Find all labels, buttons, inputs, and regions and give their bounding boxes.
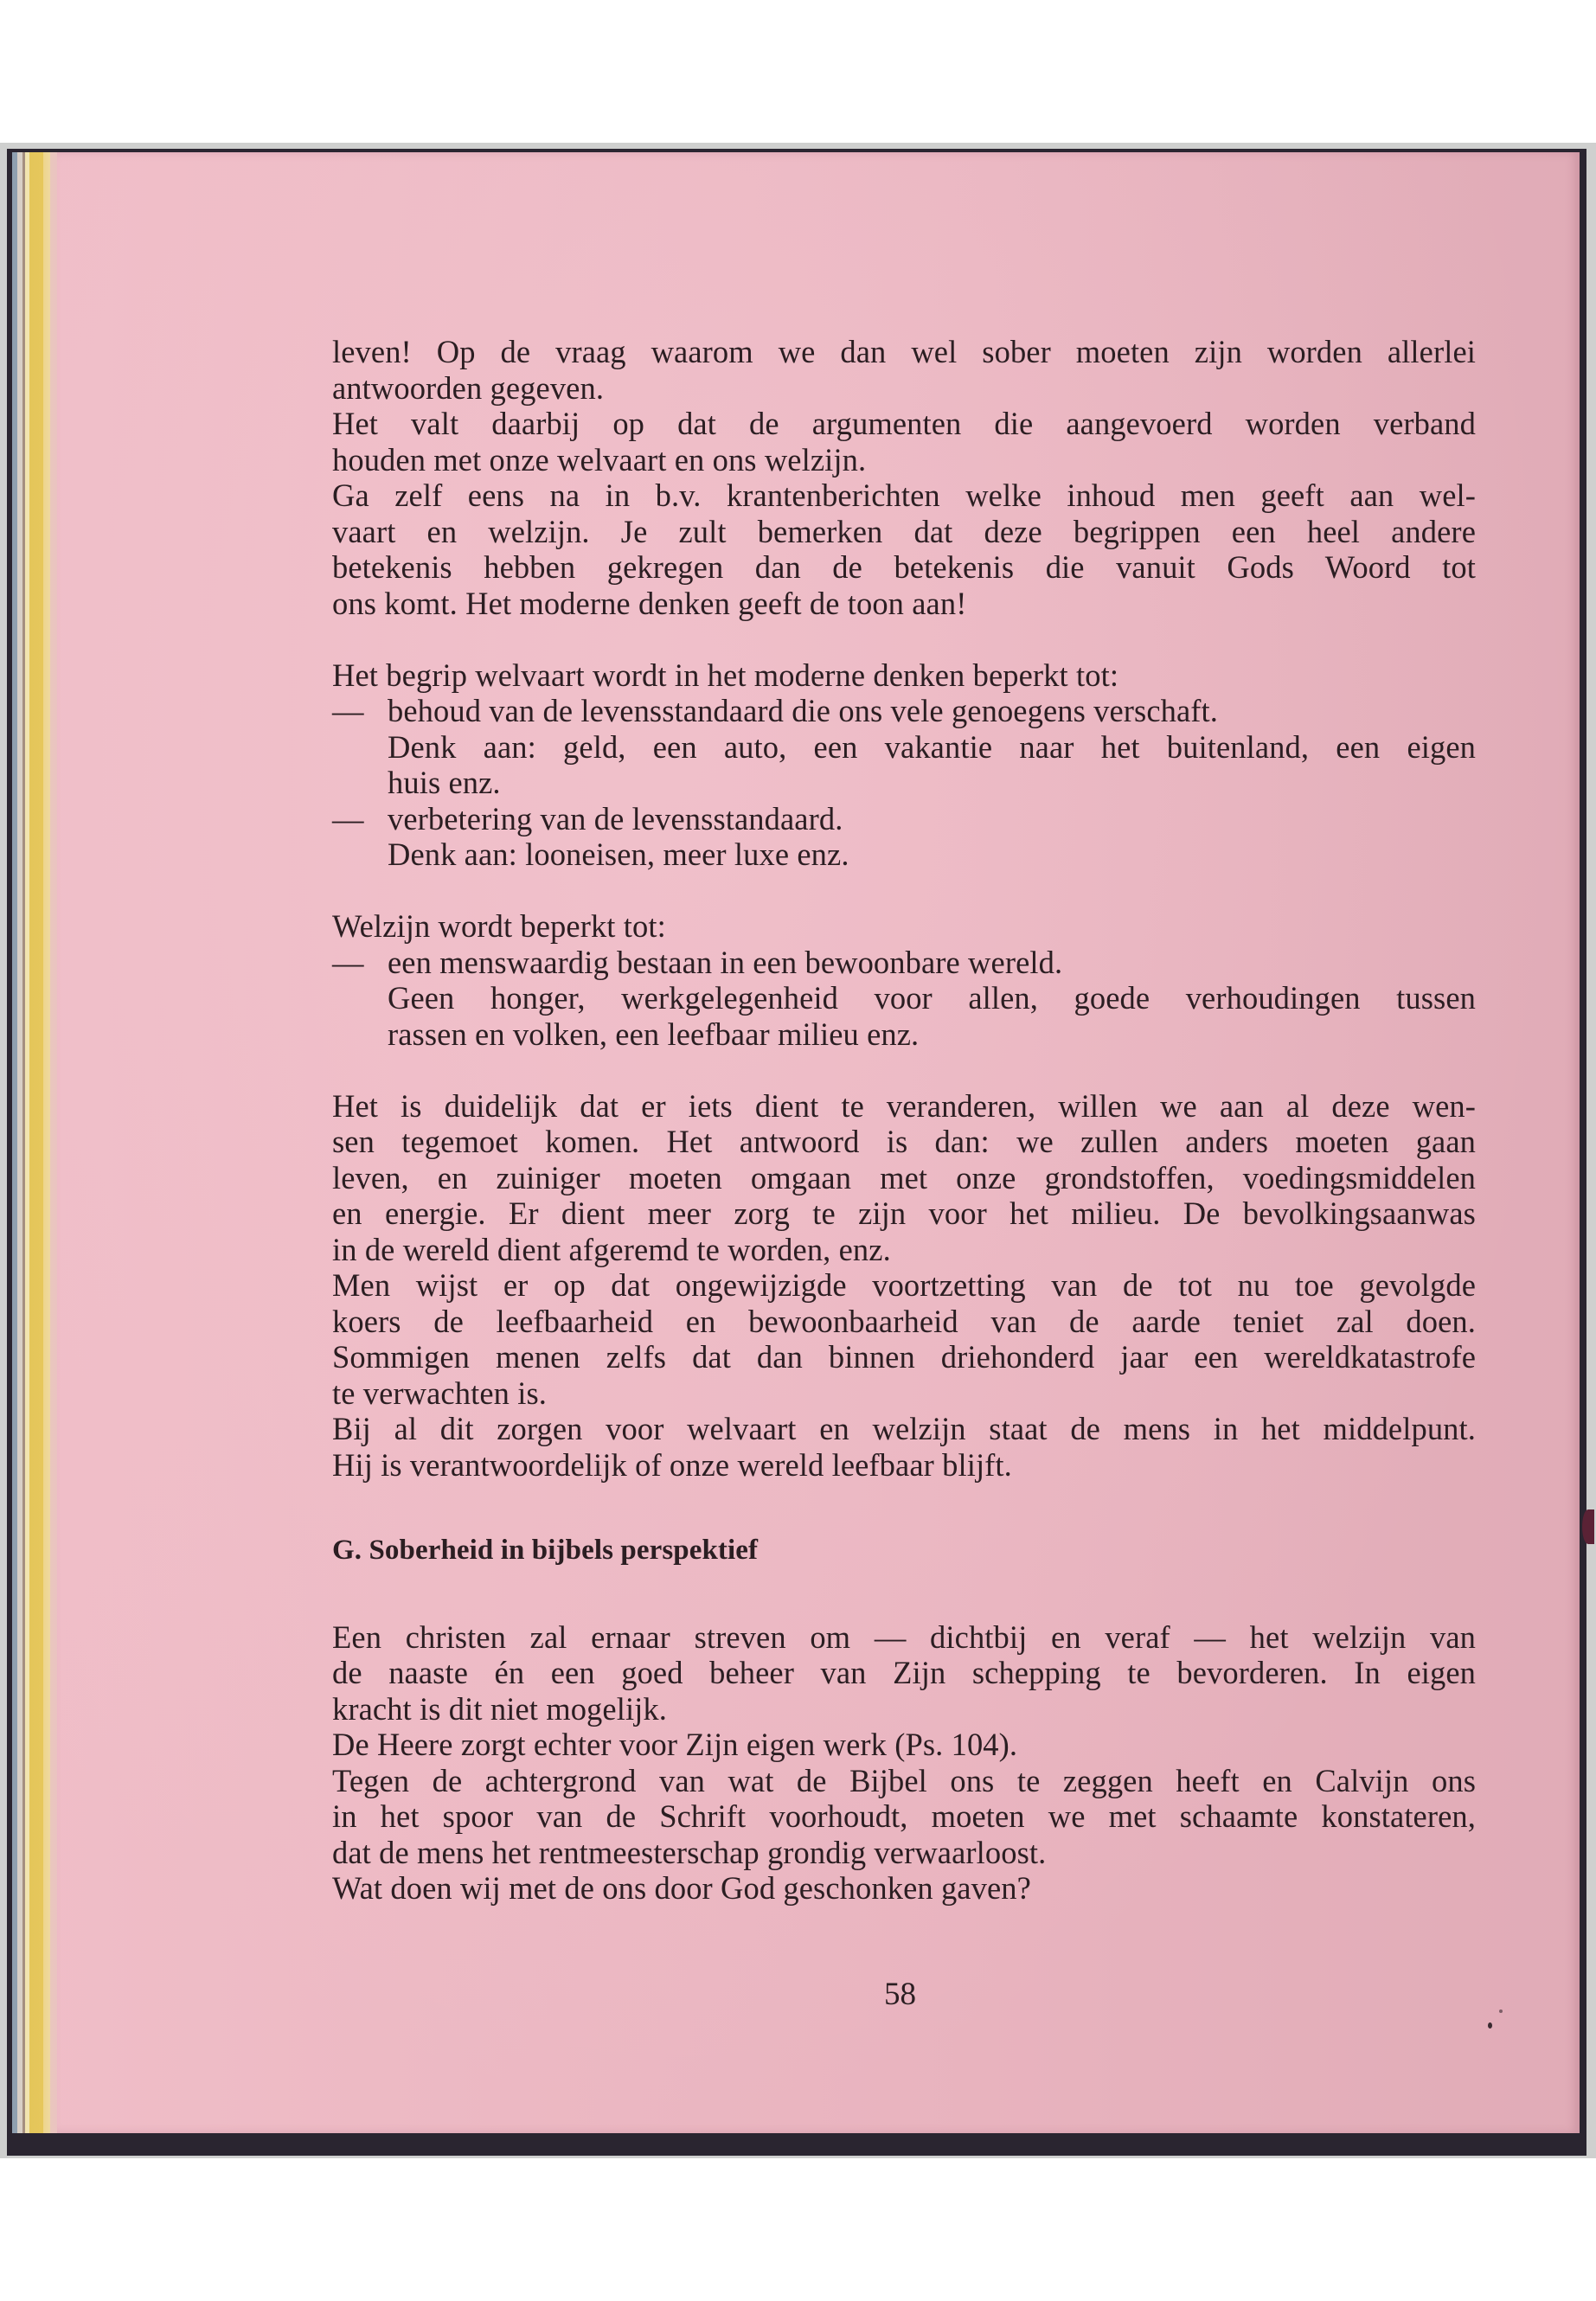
paragraph [332, 1763, 1476, 1871]
text-line: koers de leefbaarheid en bewoonbaarheid van de aarde teniet zal doen. [332, 1303, 1476, 1339]
text-line: betekenis hebben gekregen dan de betekenis die vanuit Gods Woord tot [332, 549, 1476, 585]
text-line: Bij al dit zorgen voor welvaart en welzijn staat de mens in het middelpunt. [332, 1411, 1476, 1446]
paragraph [332, 1619, 1476, 1727]
paragraph [332, 1411, 1476, 1483]
text-line: Men wijst er op dat ongewijzigde voortzetting van de tot nu toe gevolgde [332, 1267, 1476, 1303]
intro-section [332, 334, 1476, 621]
text-line: antwoorden gegeven. [332, 369, 605, 406]
page-block-edges [12, 152, 64, 2133]
spacer [332, 621, 1476, 657]
paragraph [332, 334, 1476, 406]
paragraph [332, 1088, 1476, 1268]
page-number: 58 [884, 1977, 916, 2012]
text-line: behoud van de levensstandaard die ons vele genoegens verschaft. [388, 693, 1219, 728]
paper-speck [1499, 2009, 1503, 2013]
text-line: Het valt daarbij op dat de argumenten die aangevoerd worden verband [332, 406, 1476, 441]
dash-bullet: — [332, 944, 364, 980]
text-line: Wat doen wij met de ons door God geschonken gaven? [332, 1870, 1031, 1906]
text-line: Het begrip welvaart wordt in het moderne denken beperkt tot: [332, 657, 1119, 693]
list-intro [332, 908, 1476, 945]
text-line: rassen en volken, een leefbaar milieu enz. [388, 1016, 920, 1052]
bible-perspective-section [332, 1619, 1476, 1907]
page-text [332, 334, 1476, 1907]
spacer [332, 1569, 1476, 1619]
spacer [332, 1483, 1476, 1533]
list-item [332, 693, 1476, 801]
text-line: Tegen de achtergrond van wat de Bijbel ons te zeggen heeft en Calvijn ons [332, 1762, 1476, 1798]
text-line: dat de mens het rentmeesterschap grondig verwaarloost. [332, 1834, 1047, 1870]
paragraph [332, 1267, 1476, 1411]
text-line: de naaste én een goed beheer van Zijn schepping te bevorderen. In eigen [332, 1655, 1476, 1690]
text-line: leven! Op de vraag waarom we dan wel sober moeten zijn worden allerlei [332, 334, 1476, 369]
text-line: Het is duidelijk dat er iets dient te veranderen, willen we aan al deze wen- [332, 1087, 1476, 1124]
paragraph [332, 1870, 1476, 1907]
dash-bullet: — [332, 693, 364, 728]
paragraph [332, 406, 1476, 478]
paper-speck [1488, 2022, 1492, 2029]
list-item [332, 801, 1476, 873]
text-line: sen tegemoet komen. Het antwoord is dan: we zullen anders moeten gaan [332, 1124, 1476, 1159]
text-line: Een christen zal ernaar streven om — dichtbij en veraf — het welzijn van [332, 1618, 1476, 1655]
text-line: ons komt. Het moderne denken geeft de toon aan! [332, 585, 967, 621]
welvaart-section [332, 657, 1476, 873]
text-line: in het spoor van de Schrift voorhoudt, moeten we met schaamte konstateren, [332, 1798, 1476, 1834]
text-line: Ga zelf eens na in b.v. krantenberichten welke inhoud men geeft aan wel- [332, 478, 1476, 513]
text-line: houden met onze welvaart en ons welzijn. [332, 441, 867, 478]
spacer [332, 873, 1476, 909]
text-line: Sommigen menen zelfs dat dan binnen driehonderd jaar een wereldkatastrofe [332, 1339, 1476, 1375]
text-line: kracht is dit niet mogelijk. [332, 1690, 667, 1727]
text-line: Denk aan: geld, een auto, een vakantie naar het buitenland, een eigen [388, 728, 1476, 765]
dash-bullet: — [332, 800, 364, 836]
text-line: Denk aan: looneisen, meer luxe enz. [388, 836, 849, 872]
text-line: in de wereld dient afgeremd te worden, enz. [332, 1231, 891, 1267]
text-line: leven, en zuiniger moeten omgaan met onze grondstoffen, voedingsmiddelen [332, 1159, 1476, 1195]
spacer [332, 1052, 1476, 1088]
text-line: te verwachten is. [332, 1375, 547, 1411]
text-line: verbetering van de levensstandaard. [388, 800, 843, 836]
text-line: vaart en welzijn. Je zult bemerken dat deze begrippen een heel andere [332, 513, 1476, 549]
text-line: Geen honger, werkgelegenheid voor allen, goede verhoudingen tussen [388, 980, 1476, 1016]
text-line: Welzijn wordt beperkt tot: [332, 908, 666, 944]
list-item [332, 945, 1476, 1053]
text-line: huis enz. [388, 765, 501, 800]
bookmark-tab [1582, 1509, 1594, 1544]
list-intro [332, 657, 1476, 694]
text-line: De Heere zorgt echter voor Zijn eigen werk (Ps. 104). [332, 1727, 1018, 1762]
text-line: en energie. Er dient meer zorg te zijn voor het milieu. De bevolkingsaanwas [332, 1195, 1476, 1231]
paragraph [332, 478, 1476, 621]
section-heading: G. Soberheid in bijbels perspektief [332, 1535, 759, 1566]
paragraph [332, 1727, 1476, 1763]
change-section [332, 1088, 1476, 1484]
text-line: een menswaardig bestaan in een bewoonbare wereld. [388, 944, 1063, 980]
welzijn-section [332, 908, 1476, 1052]
text-line: Hij is verantwoordelijk of onze wereld leefbaar blijft. [332, 1446, 1012, 1483]
